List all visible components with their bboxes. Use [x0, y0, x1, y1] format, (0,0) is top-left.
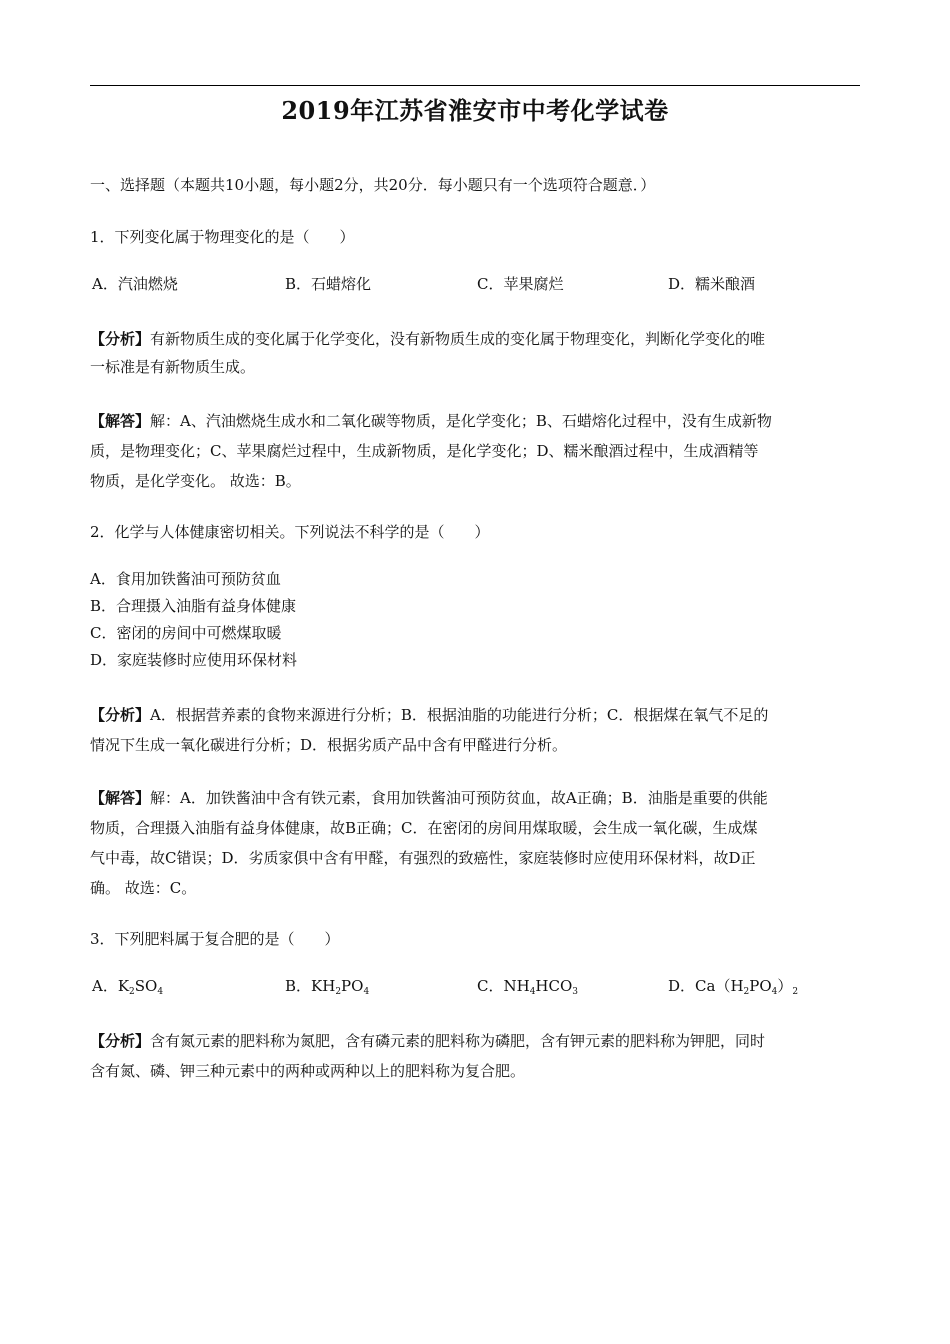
- question-2-analysis-line: [90, 705, 860, 725]
- question-1-analysis-line: 一标准是有新物质生成。: [90, 358, 256, 376]
- analysis-text: A．根据营养素的食物来源进行分析；B．根据油脂的功能进行分析；C．根据煤在氧气不足的: [150, 706, 769, 724]
- question-1-option-b: B．石蜡熔化: [285, 275, 372, 293]
- question-2-option-d: D．家庭装修时应使用环保材料: [90, 651, 298, 669]
- formula-subscript: 3: [572, 987, 579, 997]
- formula-part: B．KH: [285, 977, 336, 995]
- formula-part: HCO: [535, 977, 573, 995]
- formula-part: PO: [341, 977, 364, 995]
- formula-subscript: 4: [363, 987, 370, 997]
- question-2-answer-line: 气中毒，故C错误；D．劣质家俱中含有甲醛，有强烈的致癌性，家庭装修时应使用环保材料，故D正: [90, 849, 756, 867]
- section-heading: 一、选择题（本题共10小题，每小题2分，共20分．每小题只有一个选项符合题意．）: [90, 176, 656, 194]
- question-3-analysis-line: [90, 1031, 860, 1051]
- question-2-option-b: B．合理摄入油脂有益身体健康: [90, 597, 297, 615]
- question-2-answer-line: 物质，合理摄入油脂有益身体健康，故B正确；C．在密闭的房间用煤取暖，会生成一氧化碳，生成煤: [90, 819, 758, 837]
- question-3-option-d: [668, 976, 798, 996]
- question-2-answer-line: 确。 故选：C。: [90, 879, 197, 897]
- formula-part: PO: [749, 977, 772, 995]
- formula-subscript: 2: [743, 987, 750, 997]
- formula-subscript: 2: [335, 987, 342, 997]
- question-3-option-a: [92, 976, 163, 996]
- formula-subscript: 4: [771, 987, 778, 997]
- formula-part: C．NH: [477, 977, 530, 995]
- header-rule: [90, 85, 860, 86]
- question-1-option-d: D．糯米酿酒: [668, 275, 756, 293]
- question-2-option-a: A．食用加铁酱油可预防贫血: [90, 570, 281, 588]
- question-1-answer-line: 物质，是化学变化。 故选：B。: [90, 472, 301, 490]
- analysis-tag: 【分析】: [90, 330, 151, 348]
- analysis-tag: 【分析】: [90, 706, 151, 724]
- formula-subscript: 2: [792, 987, 799, 997]
- answer-tag: 【解答】: [90, 789, 151, 807]
- formula-part: A．K: [92, 977, 130, 995]
- formula-subscript: 2: [129, 987, 135, 997]
- formula-part: ）: [777, 977, 793, 995]
- question-1-option-a: A．汽油燃烧: [92, 275, 178, 293]
- formula-part: SO: [134, 977, 158, 995]
- question-1-answer-line: 质，是物理变化；C、苹果腐烂过程中，生成新物质，是化学变化；D、糯米酿酒过程中，生成酒精等: [90, 442, 759, 460]
- answer-tag: 【解答】: [90, 412, 151, 430]
- analysis-text: 含有氮元素的肥料称为氮肥，含有磷元素的肥料称为磷肥，含有钾元素的肥料称为钾肥，同时: [150, 1032, 766, 1050]
- question-3-stem: 3．下列肥料属于复合肥的是（ ）: [90, 930, 340, 948]
- question-3-option-c: [477, 976, 578, 996]
- question-3-analysis-line: 含有氮、磷、钾三种元素中的两种或两种以上的肥料称为复合肥。: [90, 1062, 526, 1080]
- exam-title: 2019年江苏省淮安市中考化学试卷: [281, 96, 669, 125]
- formula-subscript: 4: [529, 987, 536, 997]
- formula-subscript: 4: [157, 987, 164, 997]
- question-1-stem: 1．下列变化属于物理变化的是（ ）: [90, 228, 355, 246]
- question-1-answer-line: [90, 411, 860, 431]
- answer-text: 解：A、汽油燃烧生成水和二氧化碳等物质，是化学变化；B、石蜡熔化过程中，没有生成新物: [150, 412, 772, 430]
- formula-part: D．Ca（H: [668, 977, 744, 995]
- analysis-tag: 【分析】: [90, 1032, 151, 1050]
- question-2-analysis-line: 情况下生成一氧化碳进行分析；D．根据劣质产品中含有甲醛进行分析。: [90, 736, 568, 754]
- question-2-option-c: C．密闭的房间中可燃煤取暖: [90, 624, 282, 642]
- answer-text: 解：A．加铁酱油中含有铁元素，食用加铁酱油可预防贫血，故A正确；B．油脂是重要的供能: [150, 789, 768, 807]
- question-2-answer-line: [90, 788, 860, 808]
- question-1-option-c: C．苹果腐烂: [477, 275, 564, 293]
- question-3-option-b: [285, 976, 369, 996]
- analysis-text: 有新物质生成的变化属于化学变化，没有新物质生成的变化属于物理变化，判断化学变化的唯: [150, 330, 766, 348]
- question-2-stem: 2．化学与人体健康密切相关。下列说法不科学的是（ ）: [90, 523, 490, 541]
- question-1-analysis-line: [90, 329, 860, 349]
